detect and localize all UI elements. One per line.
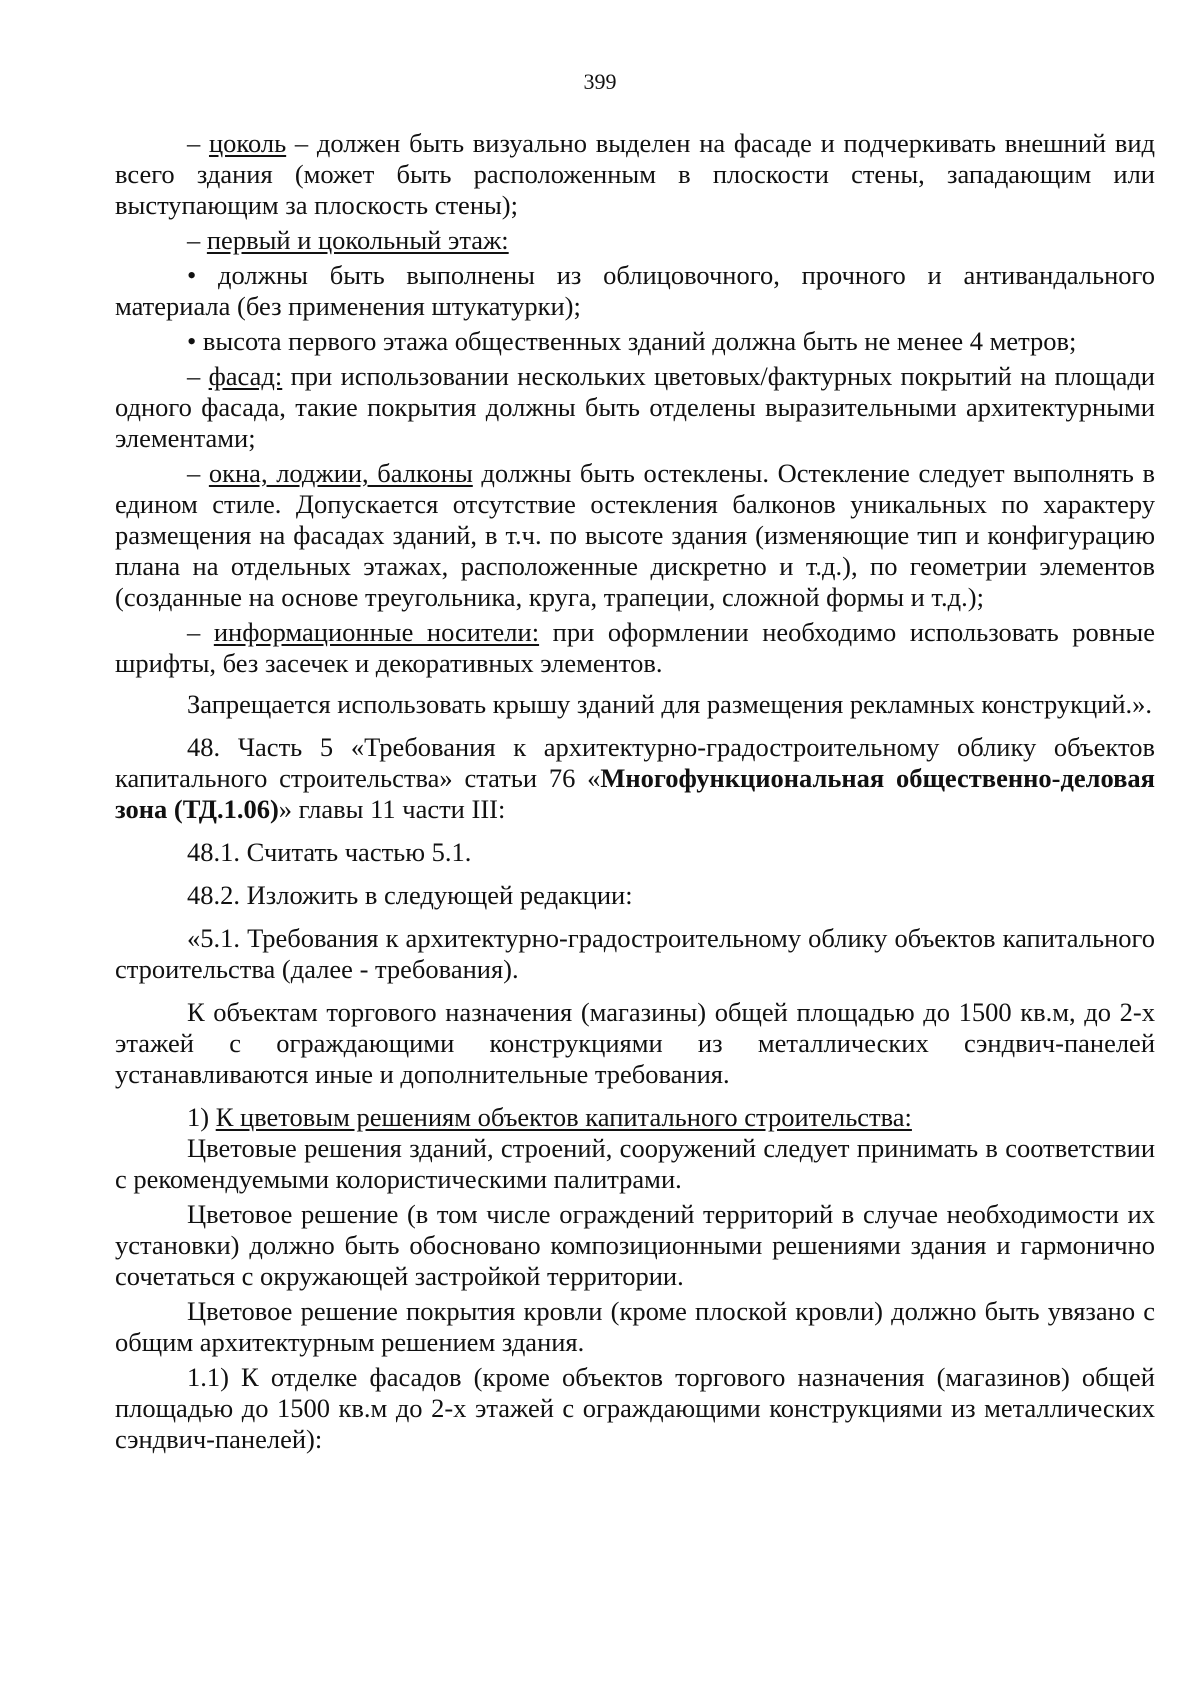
paragraph-item-48-2: 48.2. Изложить в следующей редакции:: [187, 880, 633, 910]
bullet-materials: • должны быть выполнены из облицовочного, прочного и антивандального материала (без применения штукатурки);: [115, 260, 1155, 321]
document-body: [115, 128, 1155, 1455]
term-first-floor: первый и цокольный этаж:: [206, 225, 509, 255]
paragraph-color-palettes: Цветовые решения зданий, строений, сооружений следует принимать в соответствии с рекомендуемыми колористическими палитрами.: [115, 1133, 1155, 1194]
paragraph-shops: К объектам торгового назначения (магазины) общей площадью до 1500 кв.м, до 2-х этажей с ограждающими конструкциями из металлических сэндвич-панелей устанавливаются иные и дополнительные требования.: [115, 997, 1155, 1089]
paragraph-item-48: 48. Часть 5 «Требования к архитектурно-градостроительному облику объектов капитального строительства» статьи 76 «Многофункциональная общественно-деловая зона (ТД.1.06)» главы 11 части III:: [115, 732, 1155, 824]
paragraph-color-fences: Цветовое решение (в том числе ограждений территорий в случае необходимости их установки) должно быть обосновано композиционными решениями здания и гармонично сочетаться с окружающей застройкой территории.: [115, 1199, 1155, 1291]
term-color-solutions: К цветовым решениям объектов капитального строительства:: [215, 1102, 912, 1132]
term-windows: окна, лоджии, балконы: [208, 458, 473, 488]
zone-name: Многофункциональная общественно-деловая зона (ТД.1.06): [115, 763, 1155, 824]
paragraph-windows: – окна, лоджии, балконы должны быть остеклены. Остекление следует выполнять в едином стиле. Допускается отсутствие остекления балконов уникальных по характеру размещения на фасадах зданий, в т.ч. по высоте здания (изменяющие тип и конфигурацию плана на отдельных этажах, расположенные дискретно и т.д.), по геометрии элементов (созданные на основе треугольника, круга, трапеции, сложной формы и т.д.);: [115, 458, 1156, 612]
bullet-floor-height: • высота первого этажа общественных зданий должна быть не менее 4 метров;: [187, 326, 1077, 356]
paragraph-facade-finishing: 1.1) К отделке фасадов (кроме объектов торгового назначения (магазинов) общей площадью до 1500 кв.м до 2-х этажей с ограждающими конструкциями из металлических сэндвич-панелей):: [115, 1362, 1155, 1454]
paragraph-color-heading: 1) К цветовым решениям объектов капитального строительства:: [187, 1102, 912, 1132]
paragraph-info-carriers: – информационные носители: при оформлении необходимо использовать ровные шрифты, без засечек и декоративных элементов.: [115, 617, 1156, 678]
paragraph-item-5-1: «5.1. Требования к архитектурно-градостроительному облику объектов капитального строительства (далее - требования).: [115, 923, 1155, 984]
paragraph-roof-color: Цветовое решение покрытия кровли (кроме плоской кровли) должно быть увязано с общим архитектурным решением здания.: [115, 1296, 1155, 1357]
paragraph-first-floor: – первый и цокольный этаж:: [187, 225, 509, 255]
term-facade: фасад:: [208, 361, 283, 391]
term-info-carriers: информационные носители:: [213, 617, 540, 647]
paragraph-item-48-1: 48.1. Считать частью 5.1.: [187, 837, 472, 867]
paragraph-facade: – фасад: при использовании нескольких цветовых/фактурных покрытий на площади одного фасада, такие покрытия должны быть отделены выразительными архитектурными элементами;: [115, 361, 1155, 453]
page-number: 399: [583, 69, 617, 94]
paragraph-roof-ban: Запрещается использовать крышу зданий для размещения рекламных конструкций.».: [187, 689, 1153, 719]
paragraph-plinth: – цоколь – должен быть визуально выделен на фасаде и подчеркивать внешний вид всего здания (может быть расположенным в плоскости стены, западающим или выступающим за плоскость стены);: [115, 128, 1156, 220]
term-plinth: цоколь: [208, 128, 287, 158]
